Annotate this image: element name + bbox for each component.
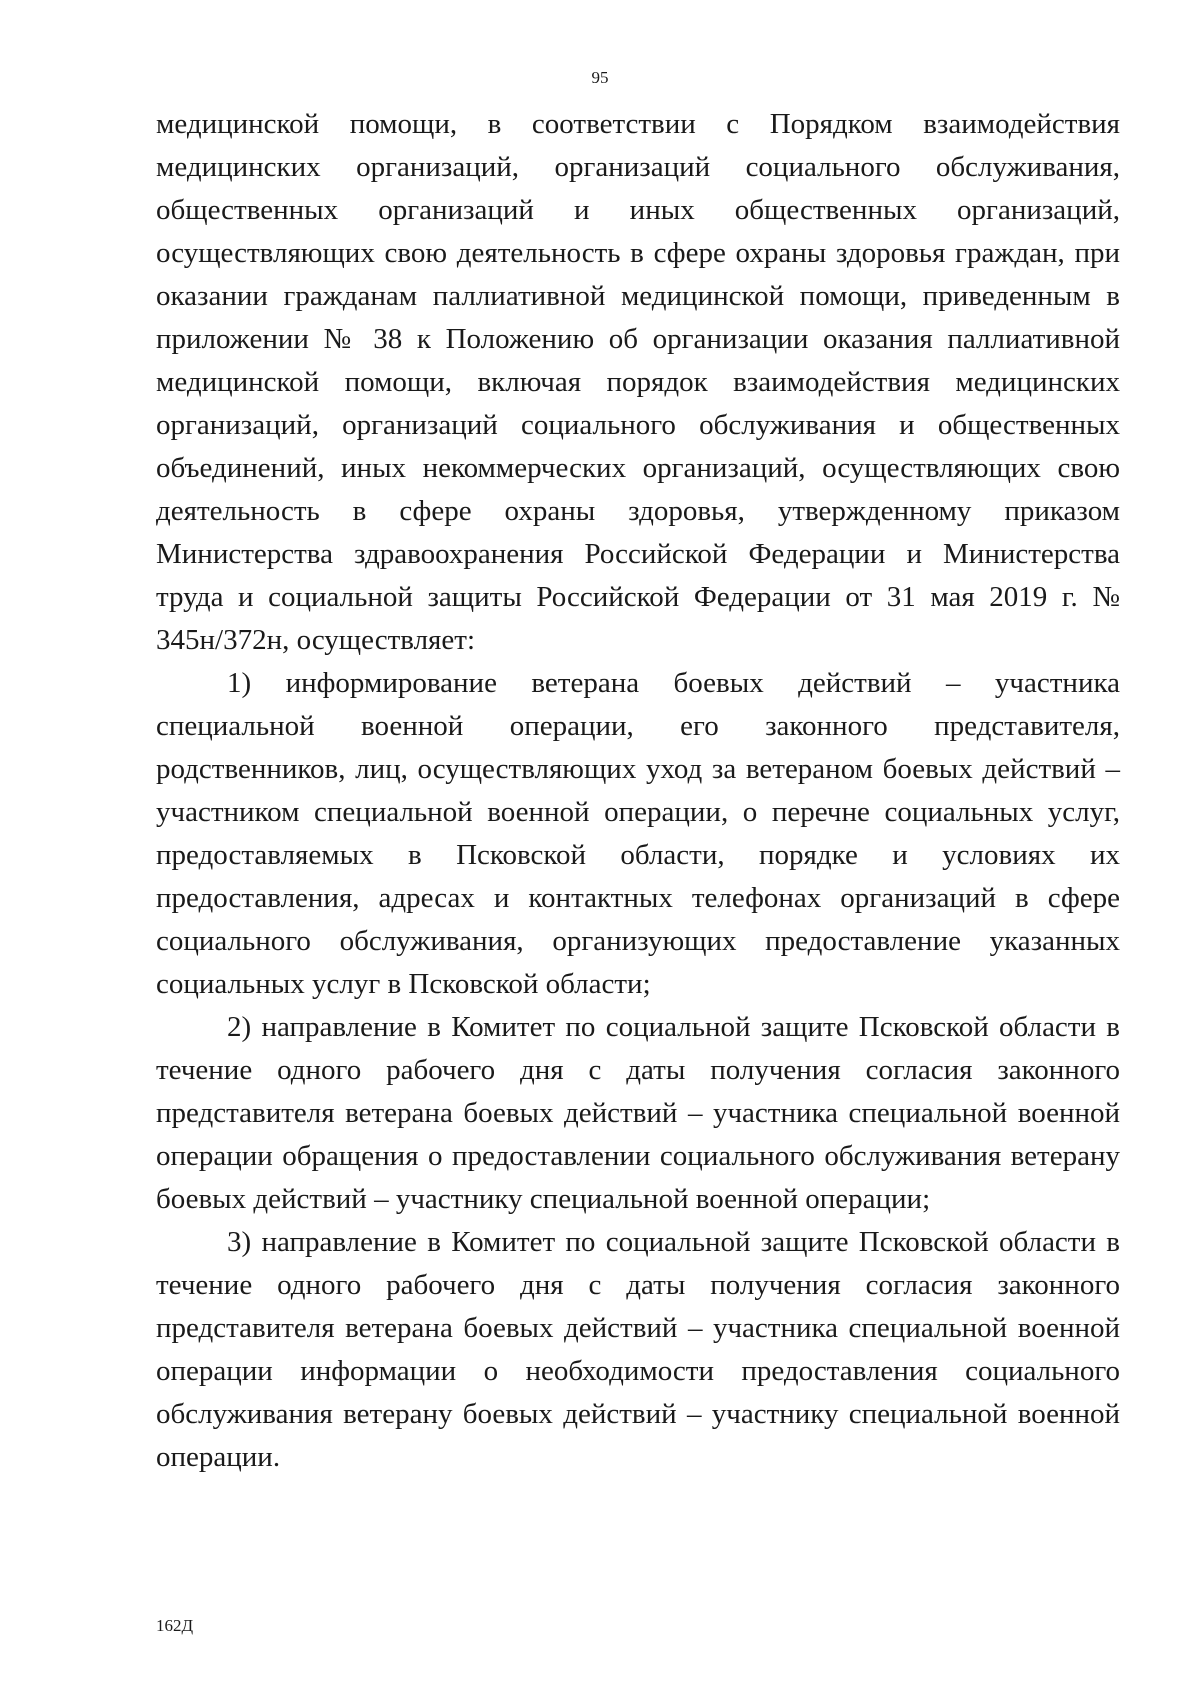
document-code: 162Д bbox=[156, 1616, 194, 1635]
paragraph-item-3: 3) направление в Комитет по социальной защите Псковской области в течение одного рабочего дня с даты получения согласия законного представителя ветерана боевых действий – участника специальной военной операции информации о необходимости предоставления социального обслуживания ветерану боевых действий – участнику специальной военной операции. bbox=[156, 1226, 1120, 1473]
page-number: 95 bbox=[591, 68, 609, 87]
paragraph-item-2: 2) направление в Комитет по социальной защите Псковской области в течение одного рабочего дня с даты получения согласия законного представителя ветерана боевых действий – участника специальной военной операции обращения о предоставлении социального обслуживания ветерану боевых действий – участнику специальной военной операции; bbox=[156, 1011, 1120, 1215]
paragraph-continuation: медицинской помощи, в соответствии с Порядком взаимодействия медицинских организаций, организаций социального обслуживания, общественных организаций и иных общественных организаций, осуществляющих свою деятельность в сфере охраны здоровья граждан, при оказании гражданам паллиативной медицинской помощи, приведенным в приложении № 38 к Положению об организации оказания паллиативной медицинской помощи, включая порядок взаимодействия медицинских организаций, организаций социального обслуживания и общественных объединений, иных некоммерческих организаций, осуществляющих свою деятельность в сфере охраны здоровья, утвержденному приказом Министерства здравоохранения Российской Федерации и Министерства труда и социальной защиты Российской Федерации от 31 мая 2019 г. № 345н/372н, осуществляет: bbox=[156, 108, 1120, 656]
document-body bbox=[156, 103, 1120, 1479]
paragraph-item-1: 1) информирование ветерана боевых действий – участника специальной военной операции, его законного представителя, родственников, лиц, осуществляющих уход за ветераном боевых действий – участником специальной военной операции, о перечне социальных услуг, предоставляемых в Псковской области, порядке и условиях их предоставления, адресах и контактных телефонах организаций в сфере социального обслуживания, организующих предоставление указанных социальных услуг в Псковской области; bbox=[156, 667, 1120, 1000]
